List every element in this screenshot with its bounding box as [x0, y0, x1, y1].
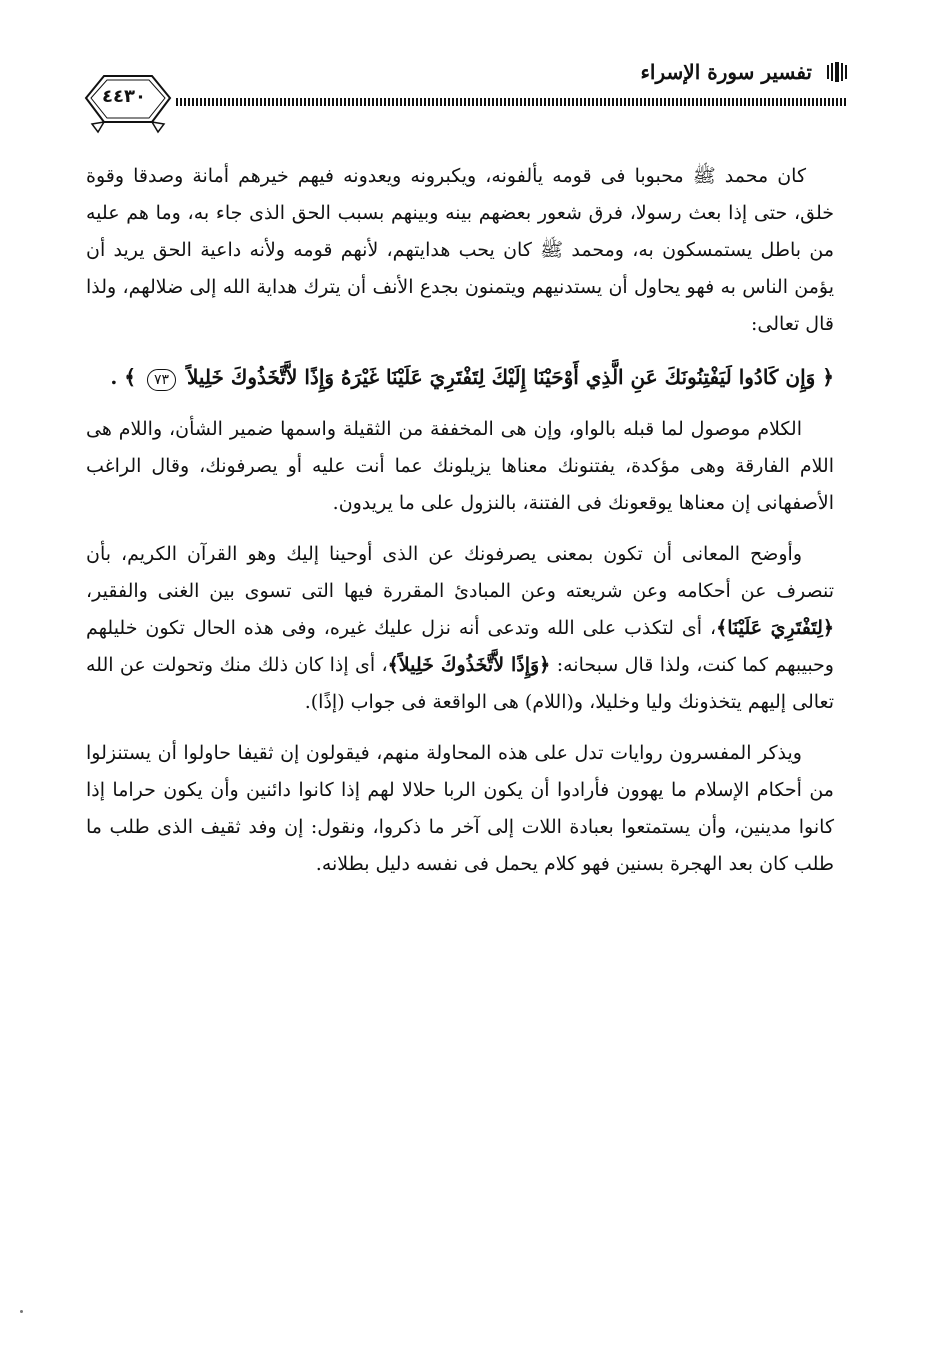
header-rule: [176, 98, 848, 106]
paragraph-3-part-1: وأوضح المعانى أن تكون بمعنى يصرفونك عن الذى أوحينا إليك وهو القرآن الكريم، بأن تنصرف عن أحكامه وعن شريعته وعن المبادئ المقررة فيها التى تسوى بين الغنى والفقير،: [86, 543, 834, 602]
page-number: ٤٤٣٠: [102, 86, 146, 107]
verse-close: ﴾ .: [110, 365, 136, 389]
paragraph-2: الكلام موصول لما قبله بالواو، وإن هى المخففة من الثقيلة واسمها ضمير الشأن، واللام هى اللام الفارقة وهى مؤكدة، يفتنونك معناها يزيلونك عما أنت عليه أو يصرفونك، وقال الراغب الأصفهانى إن معناها يوقعونك فى الفتنة، بالنزول على ما يريدون.: [86, 418, 834, 514]
verse-text: ﴿ وَإِن كَادُوا لَيَفْتِنُونَكَ عَنِ الَّذِي أَوْحَيْنَا إِلَيْكَ لِتَفْتَرِيَ عَلَيْنَا غَيْرَهُ وَإِذًا لاَّتَّخَذُوكَ خَلِيلاً: [186, 365, 834, 389]
running-title: تفسير سورة الإسراء: [640, 60, 812, 84]
paragraph-4: ويذكر المفسرون روايات تدل على هذه المحاولة منهم، فيقولون إن ثقيفا حاولوا أن يستنزلوا من أحكام الإسلام ما يهوون فأرادوا أن يكون الربا حلالا لهم إذا كانوا دائنين وأن يكون حراما إذا كانوا مدينين، وأن يستمتعوا بعبادة اللات إلى آخر ما ذكروا، ونقول: إن وفد ثقيف الذى طلب ما طلب كان بعد الهجرة بسنين فهو كلام يحمل فى نفسه دليل بطلانه.: [86, 742, 834, 875]
header-title-row: [641, 60, 848, 84]
body-text: [86, 158, 834, 897]
verse-number: ٧٣: [147, 369, 176, 391]
quran-verse: [86, 357, 834, 397]
page-number-badge: [82, 66, 178, 138]
paragraph-3: [86, 536, 834, 721]
ornament-icon: [826, 62, 848, 82]
paragraph-3-part-3: ، أى إذا كان ذلك منك وتحولت عن الله تعالى إليهم يتخذونك وليا وخليلا، و(اللام) هى الواقعة فى جواب (إذًا).: [86, 654, 834, 713]
quoted-verse-1: ﴿لِتَفْتَرِيَ عَلَيْنَا﴾: [716, 617, 834, 639]
scan-speck: [20, 1310, 23, 1313]
paragraph-3-part-2: ، أى لتكذب على الله وتدعى أنه نزل عليك غيره، وفى هذه الحال تكون خليلهم وحبيبهم كما كنت، ولذا قال سبحانه:: [86, 617, 834, 676]
paragraph-1: كان محمد ﷺ محبوبا فى قومه يألفونه، ويكبرونه ويعدونه فيهم خيرهم أمانة وصدقا وقوة خلق، حتى إذا بعث رسولا، فرق شعور بعضهم بينه وبينهم بسبب الحق الذى جاء به، وما هم عليه من باطل يستمسكون به، ومحمد ﷺ كان يحب هدايتهم، لأنهم قومه ولأنه داعية الحق يريد أن يؤمن الناس به فهو يحاول أن يستدنيهم ويتمنون بجدع الأنف أن يترك هداية الله إلى ضلالهم، ولذا قال تعالى:: [86, 165, 834, 335]
quoted-verse-2: ﴿وَإِذًا لاَّتَّخَذُوكَ خَلِيلاً﴾: [387, 654, 551, 676]
page-header: [80, 48, 848, 138]
